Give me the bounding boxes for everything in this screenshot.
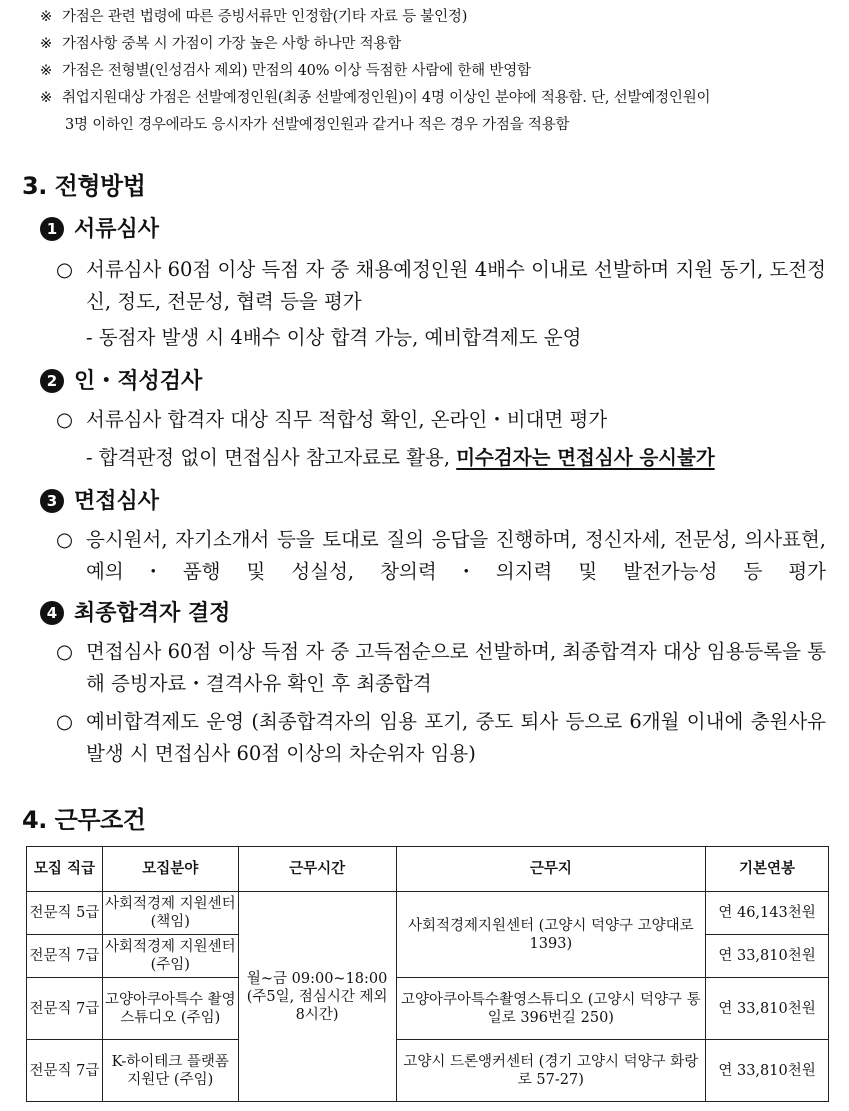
step-1-heading [40, 212, 159, 243]
table-row [27, 978, 829, 1040]
header-salary: 기본연봉 [706, 847, 829, 892]
note-text: 3명 이하인 경우에라도 응시자가 선발예정인원과 같거나 적은 경우 가점을 적용함 [65, 117, 570, 133]
step-2-item [56, 404, 826, 436]
circle-bullet: ○ [56, 710, 74, 733]
circle-bullet: ○ [56, 528, 74, 551]
subnote-text: 동점자 발생 시 4배수 이상 합격 가능, 예비합격제도 운영 [98, 326, 582, 349]
step-3-item-text: 응시원서, 자기소개서 등을 토대로 질의 응답을 진행하며, 정신자세, 전문성, 의사표현, 예의・품행 및 성실성, 창의력・의지력 및 발전가능성 등 평가 [86, 528, 826, 583]
subnote-emphasis: 미수검자는 면접심사 응시불가 [456, 446, 715, 469]
note-mark: ※ [40, 36, 52, 52]
circle-bullet: ○ [56, 640, 74, 663]
note-text: 가점은 전형별(인성검사 제외) 만점의 40% 이상 득점한 사람에 한해 반영함 [62, 63, 531, 79]
note-text: 가점사항 중복 시 가점이 가장 높은 사항 하나만 적용함 [62, 36, 402, 52]
step-number-badge: 1 [40, 217, 64, 241]
note-text: 취업지원대상 가점은 선발예정인원(최종 선발예정인원)이 4명 이상인 분야에 적용함. 단, 선발예정인원이 [62, 90, 711, 106]
note-item [40, 58, 840, 85]
step-4-item [56, 706, 826, 770]
cell-location: 고양아쿠아특수촬영스튜디오 (고양시 덕양구 통일로 396번길 250) [396, 978, 706, 1040]
cell-salary: 연 33,810천원 [706, 1040, 829, 1102]
cell-salary: 연 33,810천원 [706, 978, 829, 1040]
section-3-title: 3. 전형방법 [22, 172, 146, 200]
dash-mark: - [86, 326, 93, 349]
cell-salary: 연 46,143천원 [706, 892, 829, 935]
table-header-row [27, 847, 829, 892]
table-row [27, 1040, 829, 1102]
header-hours: 근무시간 [238, 847, 396, 892]
cell-location: 사회적경제지원센터 (고양시 덕양구 고양대로 1393) [396, 892, 706, 978]
step-number-badge: 4 [40, 601, 64, 625]
table-row [27, 892, 829, 935]
step-4-item-text: 면접심사 60점 이상 득점 자 중 고득점순으로 선발하며, 최종합격자 대상 임용등록을 통해 증빙자료・결격사유 확인 후 최종합격 [86, 640, 826, 695]
cell-grade: 전문직 7급 [27, 935, 103, 978]
work-conditions-table [26, 846, 829, 1102]
note-text: 가점은 관련 법령에 따른 증빙서류만 인정함(기타 자료 등 불인정) [62, 9, 468, 25]
cell-location: 고양시 드론앵커센터 (경기 고양시 덕양구 화랑로 57-27) [396, 1040, 706, 1102]
step-1-subnote [86, 322, 581, 350]
circle-bullet: ○ [56, 408, 74, 431]
section-4-title: 4. 근무조건 [22, 806, 146, 834]
step-4-item-text: 예비합격제도 운영 (최종합격자의 임용 포기, 중도 퇴사 등으로 6개월 이내에 충원사유 발생 시 면접심사 60점 이상의 차순위자 임용) [86, 710, 827, 765]
step-3-heading [40, 484, 159, 515]
cell-grade: 전문직 7급 [27, 978, 103, 1040]
step-2-heading [40, 364, 202, 395]
step-3-item [56, 524, 826, 588]
note-mark: ※ [40, 90, 52, 106]
step-title: 면접심사 [74, 488, 160, 514]
step-4-item [56, 636, 826, 700]
cell-grade: 전문직 7급 [27, 1040, 103, 1102]
cell-hours: 월~금 09:00~18:00 (주5일, 점심시간 제외 8시간) [238, 892, 396, 1102]
step-title: 인・적성검사 [74, 368, 203, 394]
cell-field: 고양아쿠아특수 촬영스튜디오 (주임) [102, 978, 238, 1040]
header-field: 모집분야 [102, 847, 238, 892]
step-title: 서류심사 [74, 216, 160, 242]
cell-salary: 연 33,810천원 [706, 935, 829, 978]
note-item-continued [40, 112, 840, 139]
step-1-item [56, 254, 826, 318]
cell-field: K-하이테크 플랫폼지원단 (주임) [102, 1040, 238, 1102]
step-2-subnote [86, 442, 715, 470]
note-mark: ※ [40, 9, 52, 25]
cell-field: 사회적경제 지원센터 (주임) [102, 935, 238, 978]
step-title: 최종합격자 결정 [74, 600, 231, 626]
step-4-heading [40, 596, 230, 627]
cell-field: 사회적경제 지원센터 (책임) [102, 892, 238, 935]
note-mark: ※ [40, 63, 52, 79]
notes-list [40, 4, 840, 139]
circle-bullet: ○ [56, 258, 74, 281]
dash-mark: - [86, 446, 93, 469]
step-1-item-text: 서류심사 60점 이상 득점 자 중 채용예정인원 4배수 이내로 선발하며 지원 동기, 도전정신, 정도, 전문성, 협력 등을 평가 [86, 258, 826, 313]
header-location: 근무지 [396, 847, 706, 892]
note-item [40, 31, 840, 58]
note-item [40, 85, 840, 112]
cell-grade: 전문직 5급 [27, 892, 103, 935]
step-number-badge: 3 [40, 489, 64, 513]
note-item [40, 4, 840, 31]
header-grade: 모집 직급 [27, 847, 103, 892]
subnote-text: 합격판정 없이 면접심사 참고자료로 활용, [98, 446, 457, 469]
step-number-badge: 2 [40, 369, 64, 393]
step-2-item-text: 서류심사 합격자 대상 직무 적합성 확인, 온라인・비대면 평가 [86, 408, 608, 431]
